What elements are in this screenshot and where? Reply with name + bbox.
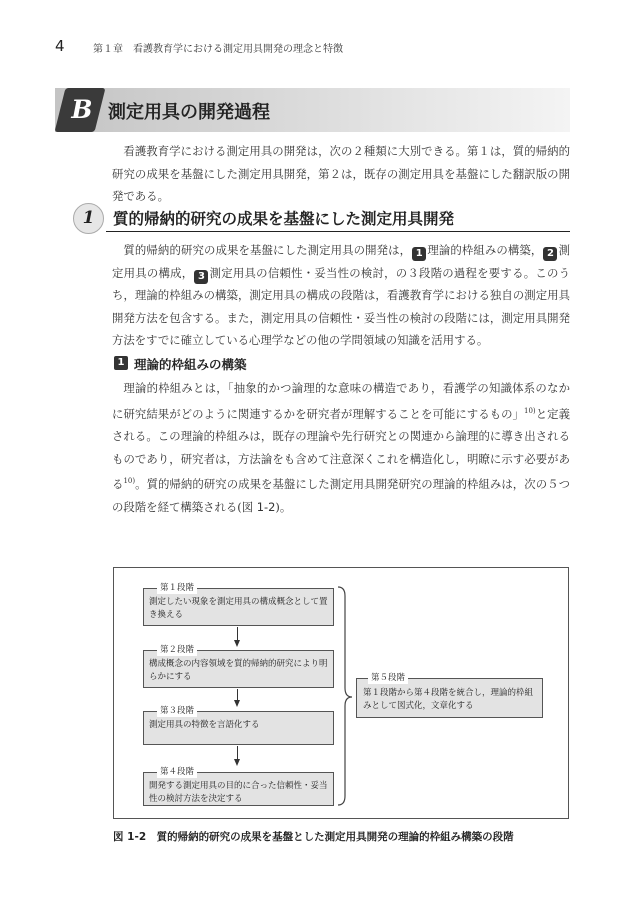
- step-badge-1: 1: [412, 247, 426, 261]
- step-badge-2: 2: [543, 247, 557, 261]
- step-badge-3: 3: [194, 270, 208, 284]
- theory-paragraph: [112, 377, 570, 518]
- paragraph-text: と定義される。この理論的枠組みは，既存の理論や先行研究との関連から論理的に導き出されるものであり，研究者は，方法論をも含めて注意深くこれを構造化し，明瞭に示す必要がある: [112, 406, 570, 491]
- stage-3-label: 第３段階: [157, 706, 197, 717]
- subsubsection-title: 理論的枠組みの構築: [134, 357, 247, 372]
- paragraph-text: 測定用具の信頼性・妥当性の検討，の３段階の過程を要する。このうち，理論的枠組みの構築，測定用具の構成の段階は，看護教育学における独自の測定用具開発方法を包含する。また，測定用具の信頼性・妥当性の検討の段階には，測定用具開発方法をすでに確立している心理学などの他の学問領域の知識を活用する。: [112, 265, 570, 348]
- figure-reference: 図 1-2: [241, 499, 276, 514]
- intro-paragraph: 看護教育学における測定用具の開発は，次の２種類に大別できる。第１は，質的帰納的研究の成果を基盤にした測定用具開発，第２は，既存の測定用具を基盤にした翻訳版の開発である。: [112, 144, 570, 204]
- paragraph-text: )。: [275, 499, 292, 514]
- stage-4-text: 開発する測定用具の目的に合った信頼性・妥当性の検討方法を決定する: [149, 781, 328, 804]
- reference-marker: 10): [524, 406, 536, 415]
- subsubsection-number-badge: 1: [114, 356, 128, 370]
- stage-4-label: 第４段階: [157, 767, 197, 778]
- stage-1-text: 測定したい現象を測定用具の構成概念として置き換える: [149, 597, 328, 620]
- paragraph-text: 質的帰納的研究の成果を基盤にした測定用具の開発は，: [123, 243, 412, 257]
- section-title: 測定用具の開発過程: [108, 102, 270, 123]
- stage-5-text: 第１段階から第４段階を統合し，理論的枠組みとして図式化，文章化する: [363, 688, 534, 711]
- arrow-head: [234, 700, 240, 707]
- subsection-underline: [106, 231, 570, 232]
- figure-caption: 図 1-2 質的帰納的研究の成果を基盤とした測定用具開発の理論的枠組み構築の段階: [113, 831, 514, 843]
- reference-marker: 10): [123, 477, 136, 486]
- subsection-number-circle: 1: [73, 203, 104, 234]
- stage-3-text: 測定用具の特徴を言語化する: [149, 720, 260, 730]
- paragraph-text: 理論的枠組みの構築，: [427, 243, 543, 257]
- page-number: 4: [55, 37, 65, 55]
- arrow-2-3: [237, 689, 238, 700]
- stage-1-label: 第１段階: [157, 583, 197, 594]
- bracket-connector: [336, 584, 358, 810]
- arrow-1-2: [237, 627, 238, 640]
- section-letter: B: [71, 95, 93, 124]
- paragraph-text: 測定用具の構成，: [112, 243, 570, 280]
- stage-5-label: 第５段階: [368, 673, 408, 684]
- paragraph-text: 。質的帰納的研究の成果を基盤にした測定用具開発研究の理論的枠組みは，次の５つの段階を経て構築される(: [112, 476, 570, 514]
- arrow-head: [234, 640, 240, 647]
- running-head: 第１章 看護教育学における測定用具開発の理念と特徴: [93, 44, 343, 55]
- paragraph-text: 理論的枠組みとは，「抽象的かつ論理的な意味の構造であり，看護学の知識体系のなかに研究結果がどのように関連するかを研究者が理解することを可能にするもの」: [112, 381, 570, 421]
- stage-2-text: 構成概念の内容領域を質的帰納的研究により明らかにする: [149, 659, 328, 682]
- arrow-head: [234, 759, 240, 766]
- subsection-paragraph: [112, 239, 570, 352]
- subsection-title: 質的帰納的研究の成果を基盤にした測定用具開発: [113, 210, 455, 228]
- stage-2-label: 第２段階: [157, 645, 197, 656]
- arrow-3-4: [237, 746, 238, 759]
